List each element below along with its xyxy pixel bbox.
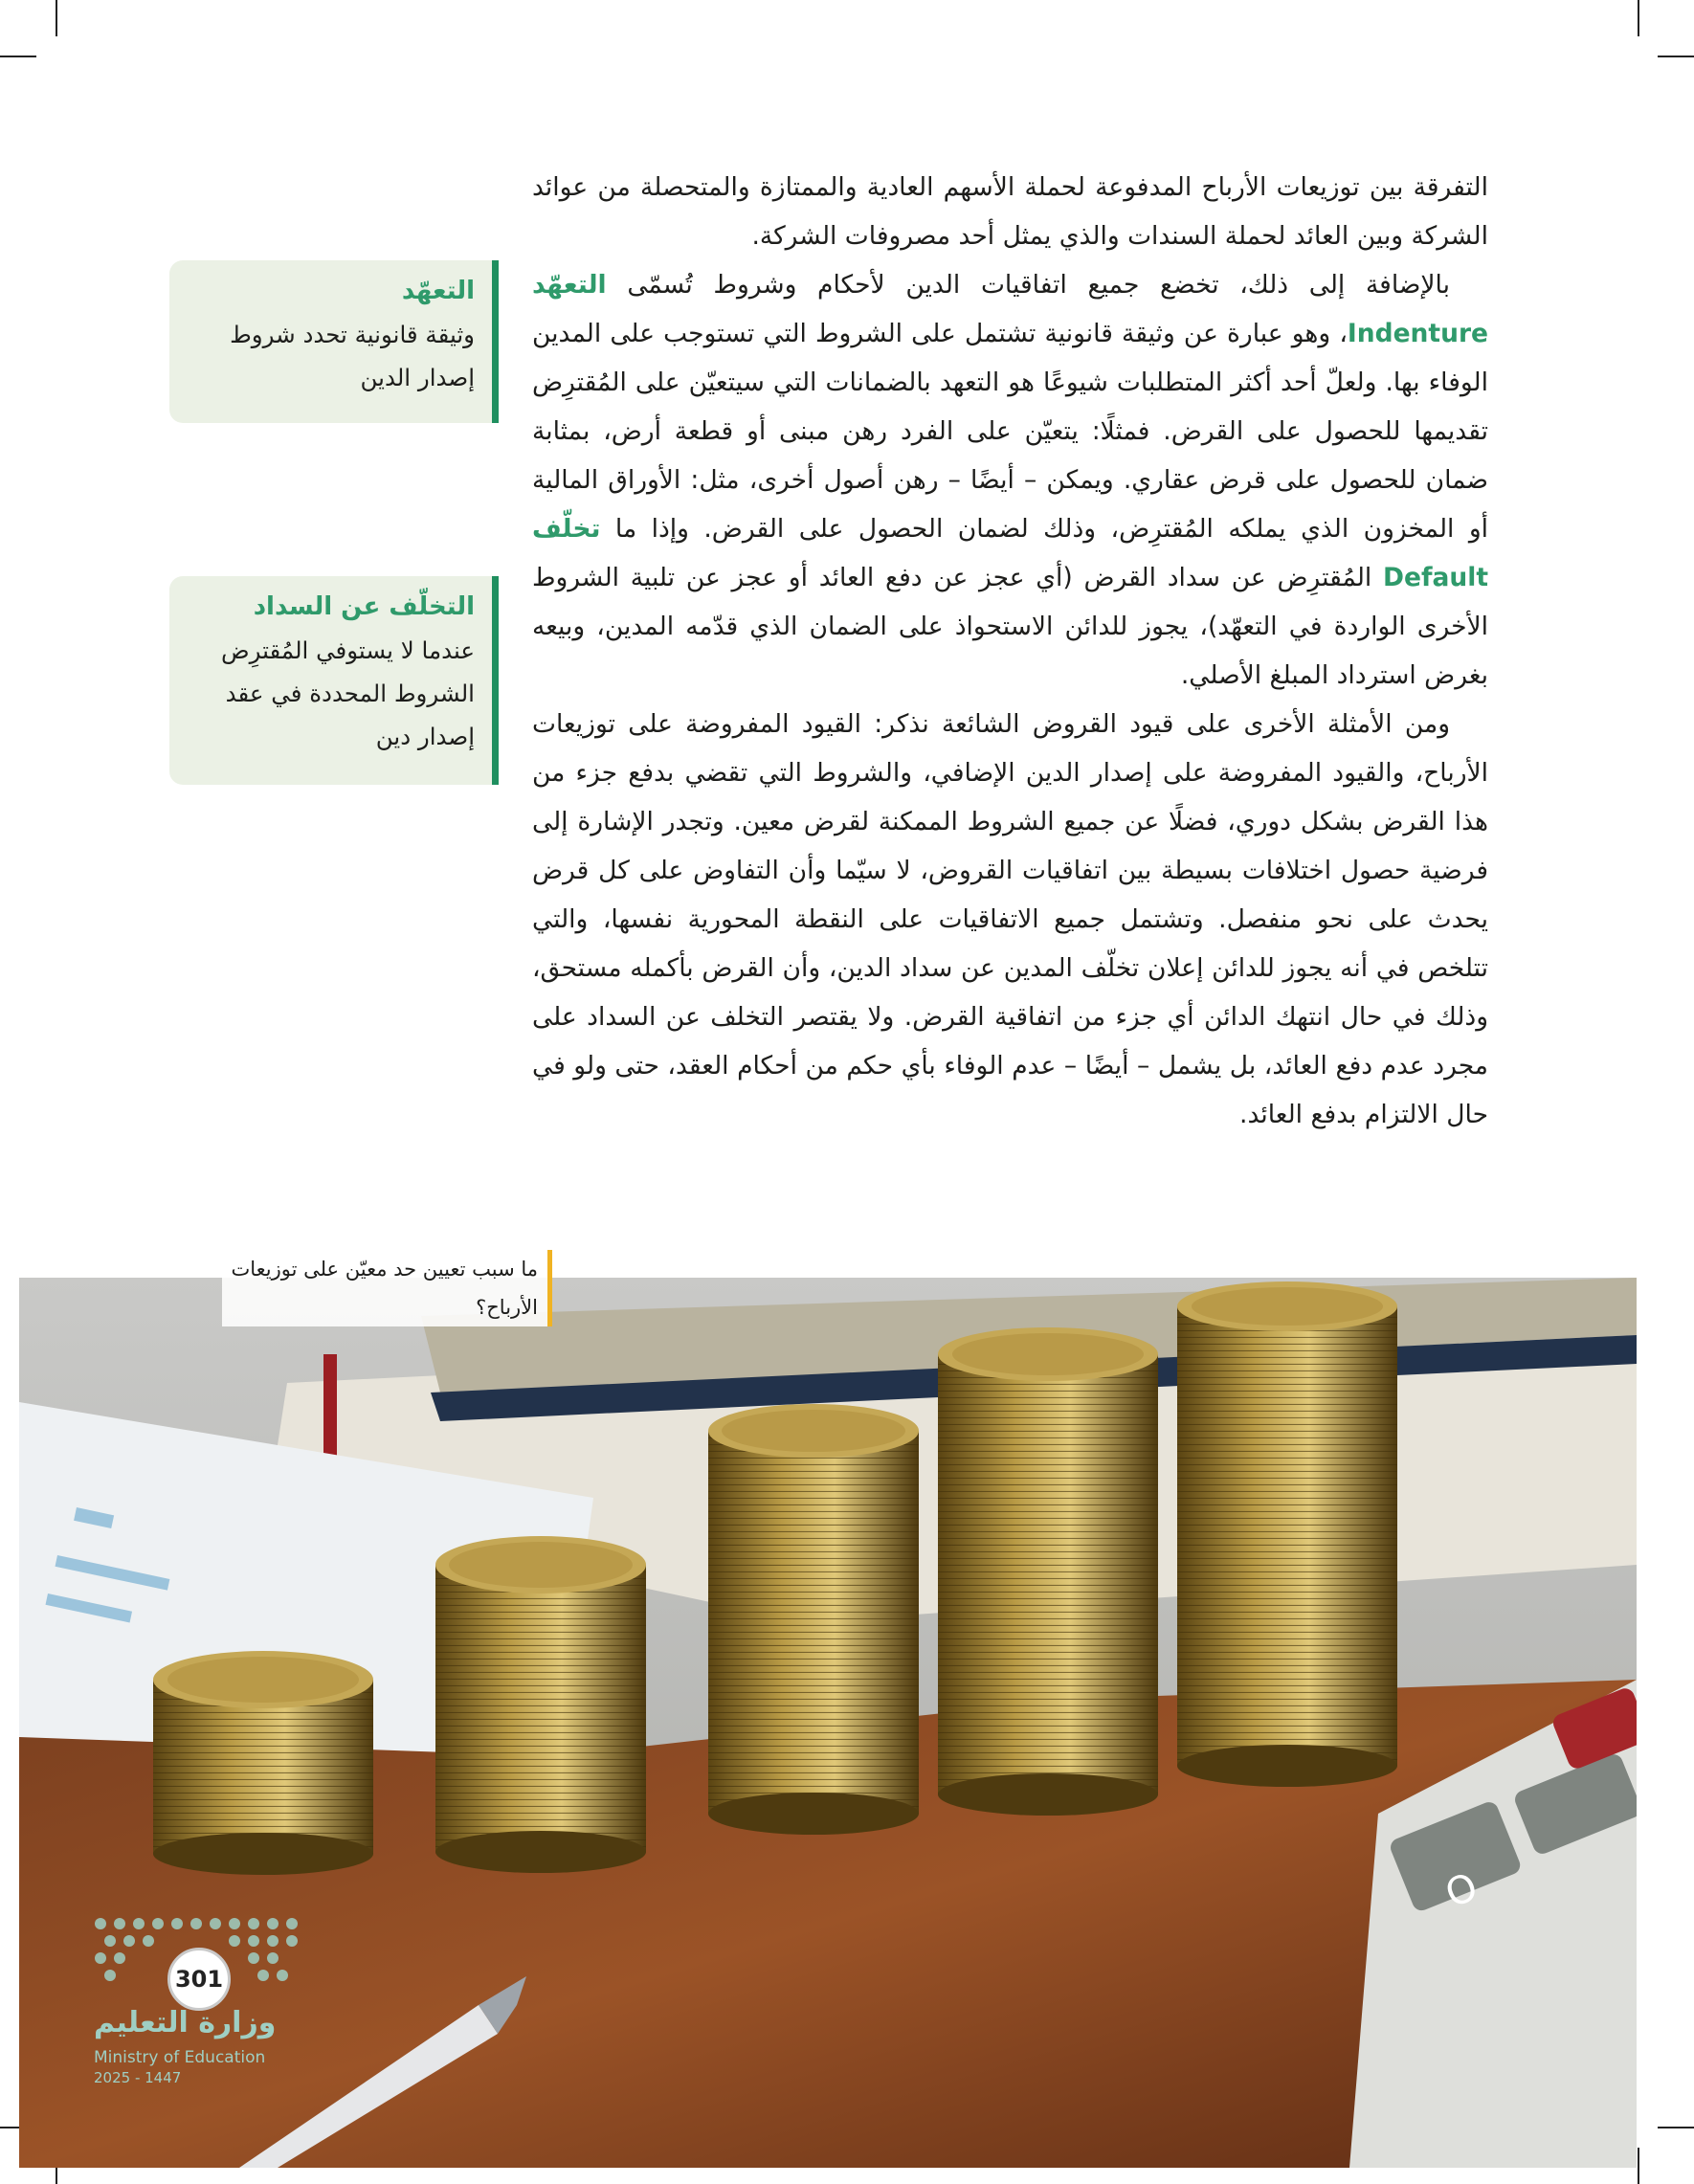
page-number: 301 bbox=[167, 1948, 231, 2011]
keyword-term: Indenture bbox=[1347, 319, 1488, 348]
crop-mark bbox=[1638, 0, 1639, 36]
paragraph-3 bbox=[532, 700, 1488, 1139]
text-run: التفرقة بين توزيعات الأرباح المدفوعة لحملة الأسهم العادية والممتازة والمتحصلة من عوائد الشركة وبين العائد لحملة السندات والذي يمثل أحد مصروفات الشركة. bbox=[532, 172, 1488, 251]
text-run: بالإضافة إلى ذلك، تخضع جميع اتفاقيات الدين لأحكام وشروط تُسمّى bbox=[606, 270, 1450, 300]
keyword-term: Default bbox=[1383, 563, 1488, 592]
keyword-term: التعهّد bbox=[532, 270, 607, 300]
text-run: ومن الأمثلة الأخرى على قيود القروض الشائعة نذكر: القيود المفروضة على توزيعات الأرباح، والقيود المفروضة على إصدار الدين الإضافي، والشروط التي تقضي بدفع جزء من هذا القرض بشكل دوري، فضلًا عن جميع الشروط الممكنة لقرض معين. وتجدر الإشارة إلى فرضية حصول اختلافات بسيطة بين اتفاقيات القروض، لا سيّما وأن التفاوض على كل قرض يحدث على نحو منفصل. وتشتمل جميع الاتفاقيات على النقطة المحورية نفسها، والتي تتلخص في أنه يجوز للدائن إعلان تخلّف المدين عن سداد الدين، وأن القرض بأكمله مستحق، وذلك في حال انتهك الدائن أي جزء من اتفاقية القرض. ولا يقتصر التخلف عن السداد على مجرد عدم دفع العائد، بل يشمل – أيضًا – عدم الوفاء بأي حكم من أحكام العقد، حتى ولو في حال الالتزام بدفع العائد. bbox=[532, 709, 1488, 1129]
text-run: المُقترِض عن سداد القرض (أي عجز عن دفع العائد أو عجز عن تلبية الشروط الأخرى الواردة في التعهّد)، يجوز للدائن الاستحواذ على الضمان الذي قدّمه المدين، وبيعه بغرض استرداد المبلغ الأصلي. bbox=[532, 563, 1488, 690]
svg-text:O: O bbox=[1439, 1864, 1484, 1917]
body-text bbox=[532, 163, 1488, 1139]
coin-stack-4 bbox=[938, 1327, 1158, 1816]
paragraph-1 bbox=[532, 163, 1488, 260]
glossary-box-default bbox=[169, 576, 499, 785]
paragraph-2 bbox=[532, 260, 1488, 700]
text-run: ، وهو عبارة عن وثيقة قانونية تشتمل على الشروط التي تستوجب على المدين الوفاء بها. ولعلّ أحد أكثر المتطلبات شيوعًا هو التعهد بالضمانات التي سيتعيّن على المُقترِض تقديمها للحصول على القرض. فمثلًا: يتعيّن على الفرد رهن مبنى أو قطعة أرض، بمثابة ضمان للحصول على قرض عقاري. ويمكن – أيضًا – رهن أصول أخرى، مثل: الأوراق المالية أو المخزون الذي يملكه المُقترِض، وذلك لضمان الحصول على القرض. وإذا ما bbox=[532, 319, 1488, 544]
crop-mark bbox=[1638, 2148, 1639, 2184]
coin-stack-3 bbox=[708, 1404, 919, 1835]
coin-stack-2 bbox=[435, 1536, 646, 1873]
glossary-term: التعهّد bbox=[401, 277, 475, 305]
crop-mark bbox=[56, 0, 57, 36]
ministry-name-english: Ministry of Education bbox=[94, 2048, 266, 2067]
keyword-term: تخلّف bbox=[532, 514, 601, 544]
ministry-name-arabic: وزارة التعليم bbox=[94, 2006, 277, 2039]
coin-stack-5 bbox=[1177, 1281, 1397, 1787]
glossary-term: التخلّف عن السداد bbox=[253, 592, 475, 621]
glossary-definition: عندما لا يستوفي المُقترِض الشروط المحددة في عقد إصدار دين bbox=[220, 636, 475, 750]
coin-stack-1 bbox=[153, 1651, 373, 1875]
crop-mark bbox=[0, 56, 36, 57]
question-callout: ما سبب تعيين حد معيّن على توزيعات الأرباح؟ bbox=[222, 1250, 552, 1326]
ministry-year: 2025 - 1447 bbox=[94, 2069, 182, 2086]
glossary-box-indenture bbox=[169, 260, 499, 423]
crop-mark bbox=[1658, 56, 1694, 57]
glossary-definition: وثيقة قانونية تحدد شروط إصدار الدين bbox=[230, 321, 475, 391]
crop-mark bbox=[1658, 2127, 1694, 2128]
